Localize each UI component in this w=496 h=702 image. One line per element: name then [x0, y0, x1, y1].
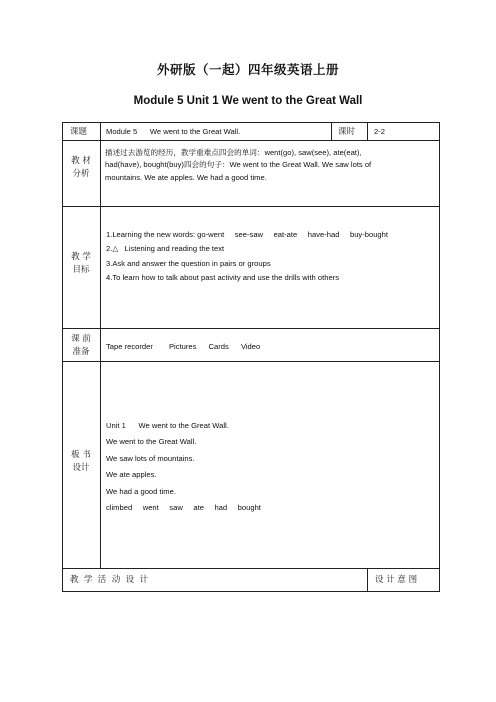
row-divider [63, 140, 439, 141]
activity-design-header: 教 学 活 动 设 计 [70, 575, 149, 585]
label-column-divider [100, 123, 101, 568]
goals-label-line-1: 教 学 [71, 252, 91, 262]
period-label-divider [331, 123, 332, 140]
topic-label: 课题 [70, 127, 88, 137]
period-label: 课时 [338, 127, 356, 137]
goal-item: 4.To learn how to talk about past activity and use the drills with others [106, 273, 339, 283]
board-line: Unit 1 We went to the Great Wall. [106, 421, 229, 430]
period-value: 2-2 [374, 127, 385, 136]
row-divider [63, 328, 439, 329]
goals-label [63, 251, 99, 277]
topic-value: Module 5 We went to the Great Wall. [106, 127, 241, 136]
board-line: We went to the Great Wall. [106, 437, 197, 447]
prep-item-cards: Cards [208, 342, 229, 351]
row-divider [63, 361, 439, 362]
prep-item-pictures: Pictures [168, 342, 197, 351]
goals-label-line-2: 目标 [72, 264, 90, 275]
period-value-divider [367, 123, 368, 140]
analysis-content [105, 147, 437, 184]
board-label-line-2: 设计 [72, 462, 90, 473]
prep-label-line-2: 准备 [72, 346, 90, 357]
row-divider [63, 568, 439, 569]
goal-item: 2.△ Listening and reading the text [106, 244, 225, 254]
analysis-line-3: mountains. We ate apples. We had a good time. [105, 172, 267, 182]
document-title-english: Module 5 Unit 1 We went to the Great Wall [133, 95, 363, 107]
board-content [106, 418, 261, 517]
board-line: climbed went saw ate had bought [106, 503, 261, 513]
row-divider [63, 206, 439, 207]
prep-label-line-1: 课 前 [71, 334, 91, 344]
board-line: We saw lots of mountains. [106, 453, 195, 463]
analysis-label-line-1: 教 材 [71, 156, 91, 166]
document-title-chinese: 外研版（一起）四年级英语上册 [156, 62, 339, 77]
design-intent-header: 设 计 意 图 [375, 575, 418, 585]
analysis-line-1: 描述过去游览的经历，教学重难点四会的单词：went(go), saw(see), ate(eat), [105, 148, 362, 157]
analysis-label [63, 155, 99, 181]
activity-column-divider [367, 568, 368, 591]
board-line: We ate apples. [106, 470, 157, 480]
board-label [63, 449, 99, 475]
goals-list [106, 228, 388, 286]
goal-item: 1.Learning the new words: go-went see-saw eat-ate have-had buy-bought [106, 230, 388, 239]
prep-item-tape-recorder: Tape recorder [106, 342, 153, 351]
board-line: We had a good time. [106, 486, 176, 496]
goal-item: 3.Ask and answer the question in pairs or groups [106, 258, 271, 268]
lesson-plan-table [62, 122, 440, 592]
prep-label [63, 333, 99, 359]
analysis-label-line-2: 分析 [72, 168, 90, 179]
prep-materials [106, 341, 260, 352]
board-label-line-1: 板 书 [71, 450, 91, 460]
analysis-line-2: had(have), bought(buy)四会的句子：We went to the Great Wall. We saw lots of [105, 160, 372, 170]
prep-item-video: Video [240, 342, 261, 351]
